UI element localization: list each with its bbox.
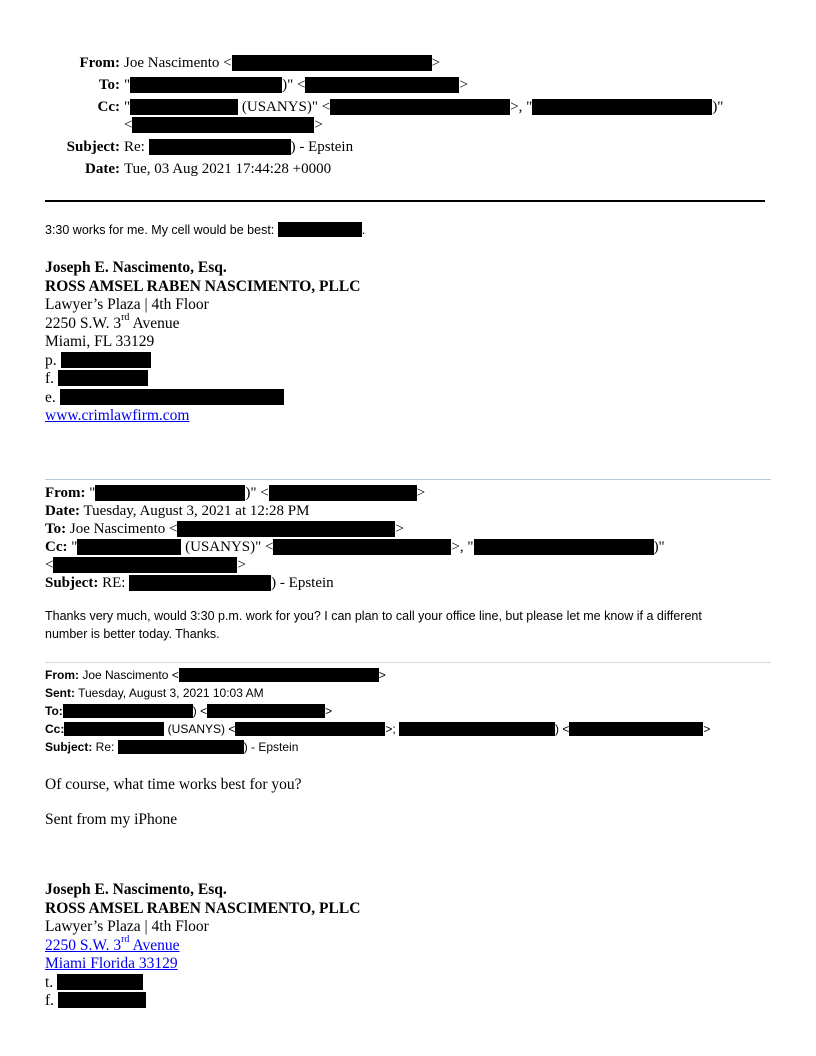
msg3-to-row: To: ) < >	[45, 704, 333, 718]
signature-phone: p.	[45, 352, 360, 371]
signature-office: Lawyer’s Plaza | 4th Floor	[45, 296, 209, 313]
redaction	[399, 722, 555, 736]
from-label: From:	[79, 55, 120, 71]
msg3-subject-row: Subject: Re: ) - Epstein	[45, 740, 299, 754]
redaction	[269, 485, 417, 501]
redaction	[53, 557, 237, 573]
redaction	[61, 352, 151, 368]
quoted-message-header	[45, 484, 665, 592]
date-label: Date:	[85, 161, 120, 177]
redaction	[207, 704, 325, 718]
date-value: Tue, 03 Aug 2021 17:44:28 +0000	[124, 161, 332, 177]
msg3-body: Of course, what time works best for you? Sent from my iPhone	[45, 776, 302, 828]
redaction	[130, 99, 238, 115]
msg2-body: Thanks very much, would 3:30 p.m. work for you? I can plan to call your office line, but please let me know if a different number is better today. Thanks.	[45, 609, 702, 641]
from-name: Joe Nascimento <	[124, 55, 232, 71]
redaction	[58, 370, 148, 386]
msg2-to-row: To: Joe Nascimento < >	[45, 521, 404, 537]
cc-label: Cc:	[97, 99, 120, 115]
redaction	[532, 99, 712, 115]
redaction	[58, 992, 146, 1008]
redaction	[60, 389, 284, 405]
redaction	[235, 722, 385, 736]
redaction	[118, 740, 244, 754]
redaction	[278, 222, 362, 237]
message-divider	[45, 662, 771, 663]
signature-name: Joseph E. Nascimento, Esq.	[45, 259, 227, 276]
signature	[45, 259, 360, 426]
redaction	[57, 974, 143, 990]
signature-fax: f.	[45, 370, 360, 389]
redaction	[305, 77, 459, 93]
msg2-date-row: Date: Tuesday, August 3, 2021 at 12:28 PM	[45, 503, 310, 519]
redaction	[569, 722, 703, 736]
city-link[interactable]: Miami Florida 33129	[45, 955, 178, 972]
to-label: To:	[98, 77, 120, 93]
signature-fax: f.	[45, 992, 360, 1011]
signature-2	[45, 881, 360, 1011]
msg2-subject-row: Subject: RE: ) - Epstein	[45, 575, 334, 591]
signature-office: Lawyer’s Plaza | 4th Floor	[45, 918, 209, 935]
website-link[interactable]: www.crimlawfirm.com	[45, 407, 190, 424]
msg2-from-row: From: " )" < >	[45, 485, 426, 501]
message-divider	[45, 479, 771, 480]
signature-name: Joseph E. Nascimento, Esq.	[45, 881, 227, 898]
redaction	[63, 704, 193, 718]
redaction	[474, 539, 654, 555]
redaction	[95, 485, 245, 501]
redaction	[177, 521, 395, 537]
signature-firm: ROSS AMSEL RABEN NASCIMENTO, PLLC	[45, 277, 361, 295]
redaction	[64, 722, 164, 736]
redaction	[149, 139, 291, 155]
redaction	[232, 55, 432, 71]
msg3-cc-row: Cc: (USANYS) < >; ) < >	[45, 722, 711, 736]
subject-label: Subject:	[66, 139, 120, 155]
signature-street: 2250 S.W. 3rd Avenue	[45, 312, 180, 332]
msg3-sent-row: Sent: Tuesday, August 3, 2021 10:03 AM	[45, 686, 264, 700]
msg3-from-row: From: Joe Nascimento < >	[45, 668, 386, 682]
signature-phone: t.	[45, 974, 360, 993]
msg2-cc-row: Cc: " (USANYS)" < >, " )"	[45, 539, 665, 555]
redaction	[179, 668, 379, 682]
redaction	[77, 539, 181, 555]
header-divider	[45, 200, 765, 202]
redaction	[130, 77, 282, 93]
redaction	[330, 99, 510, 115]
quoted-message-header-2	[45, 666, 710, 756]
signature-email: e.	[45, 389, 360, 408]
signature-city: Miami, FL 33129	[45, 333, 155, 350]
redaction	[273, 539, 451, 555]
redaction	[129, 575, 271, 591]
signature-firm: ROSS AMSEL RABEN NASCIMENTO, PLLC	[45, 899, 361, 917]
reply-body: 3:30 works for me. My cell would be best: .	[45, 223, 366, 237]
redaction	[132, 117, 314, 133]
msg2-cc-row-2: < >	[45, 557, 246, 573]
header-cc-row-2: < >	[124, 117, 323, 133]
address-link[interactable]: 2250 S.W. 3rd Avenue	[45, 934, 180, 954]
